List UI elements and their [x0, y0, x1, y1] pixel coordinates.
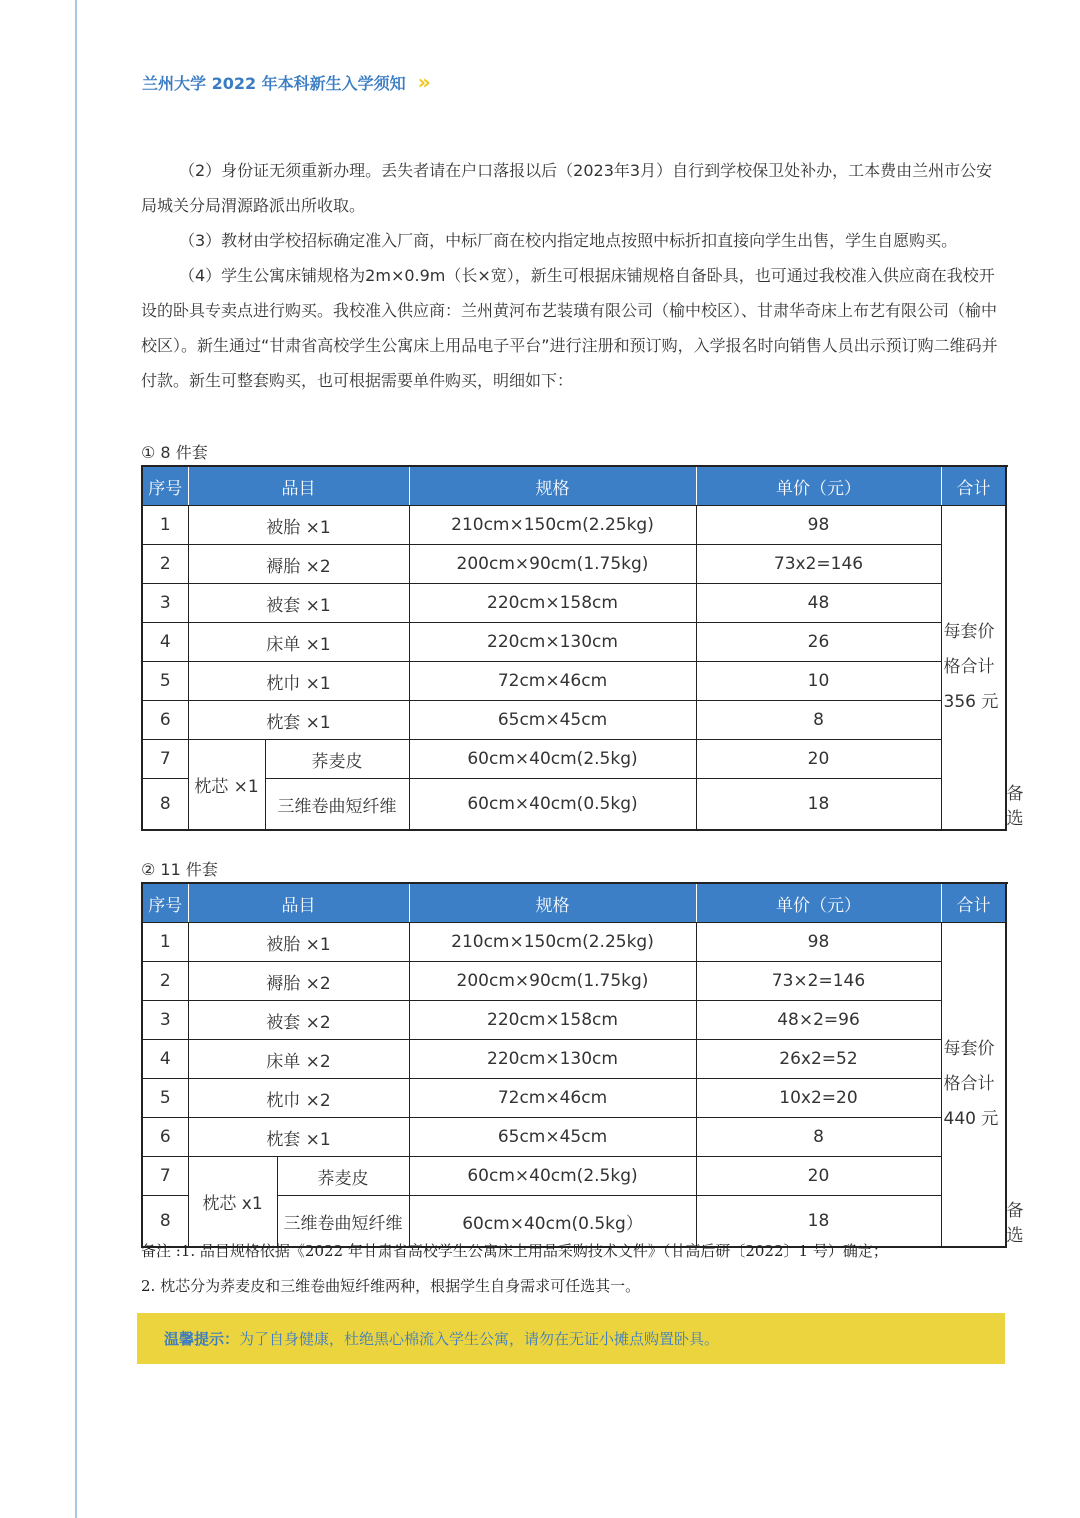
spec: 220cm×130cm — [409, 1040, 696, 1079]
item: 枕巾 ×1 — [188, 662, 409, 701]
table-row: 8 三维卷曲短纤维 60cm×40cm(0.5kg） 18 备选 — [142, 1196, 1006, 1248]
table-row — [142, 545, 1006, 584]
price: 20 — [696, 1157, 941, 1196]
price: 8 — [696, 701, 941, 740]
item: 被胎 ×1 — [188, 923, 409, 962]
row-number: 2 — [142, 545, 188, 584]
spec: 220cm×158cm — [409, 584, 696, 623]
column-header: 规格 — [409, 883, 696, 923]
row-number: 5 — [142, 662, 188, 701]
item: 被套 ×2 — [188, 1001, 409, 1040]
column-header: 合计 — [941, 466, 1006, 506]
table-caption: ② 11 件套 — [141, 860, 218, 879]
page-header — [142, 70, 425, 94]
column-header: 品目 — [188, 883, 409, 923]
price: 26x2=52 — [696, 1040, 941, 1079]
paragraph: （3）教材由学校招标确定准入厂商，中标厂商在校内指定地点按照中标折扣直接向学生出售，学生自愿购买。 — [179, 231, 958, 250]
body-text — [141, 153, 1005, 398]
item: 褥胎 ×2 — [188, 962, 409, 1001]
spec: 60cm×40cm(2.5kg) — [409, 740, 696, 779]
price: 98 — [696, 506, 941, 545]
warm-tip-banner — [137, 1313, 1005, 1364]
header-title: 兰州大学 2022 年本科新生入学须知 — [142, 73, 406, 93]
column-header: 单价（元） — [696, 466, 941, 506]
column-header: 序号 — [142, 883, 188, 923]
item: 枕套 ×1 — [188, 1118, 409, 1157]
table-row — [142, 584, 1006, 623]
price: 8 — [696, 1118, 941, 1157]
table-row — [142, 1001, 1006, 1040]
table-row — [142, 1118, 1006, 1157]
column-header: 合计 — [941, 883, 1006, 923]
margin-line — [75, 0, 77, 1518]
row-number: 1 — [142, 506, 188, 545]
row-number: 6 — [142, 701, 188, 740]
price: 48×2=96 — [696, 1001, 941, 1040]
tip-text: 为了自身健康，杜绝黑心棉流入学生公寓，请勿在无证小摊点购置卧具。 — [239, 1330, 720, 1348]
row-number: 7 — [142, 740, 188, 779]
item: 荞麦皮 — [277, 1157, 409, 1196]
table-row — [142, 962, 1006, 1001]
bedding-table-11 — [141, 882, 1024, 1248]
spec: 60cm×40cm(0.5kg) — [409, 779, 696, 831]
table-row — [142, 662, 1006, 701]
item: 三维卷曲短纤维 — [265, 779, 409, 831]
table-row — [142, 506, 1006, 545]
price: 48 — [696, 584, 941, 623]
chevron-icon: » — [417, 70, 425, 94]
header-row — [142, 883, 1006, 923]
row-number: 4 — [142, 623, 188, 662]
price: 98 — [696, 923, 941, 962]
row-number: 2 — [142, 962, 188, 1001]
set-total: 每套价格合计440 元 — [941, 923, 1006, 1248]
item: 枕巾 ×2 — [188, 1079, 409, 1118]
spec: 210cm×150cm(2.25kg) — [409, 923, 696, 962]
price: 73x2=146 — [696, 545, 941, 584]
item: 床单 ×1 — [188, 623, 409, 662]
spec: 60cm×40cm(2.5kg) — [409, 1157, 696, 1196]
row-number: 1 — [142, 923, 188, 962]
table-row — [142, 740, 1006, 779]
spec: 200cm×90cm(1.75kg) — [409, 545, 696, 584]
row-number: 6 — [142, 1118, 188, 1157]
spec: 220cm×130cm — [409, 623, 696, 662]
row-number: 3 — [142, 584, 188, 623]
item: 褥胎 ×2 — [188, 545, 409, 584]
table-row — [142, 701, 1006, 740]
note-line: 2. 枕芯分为荞麦皮和三维卷曲短纤维两种，根据学生自身需求可任选其一。 — [141, 1277, 641, 1295]
price: 26 — [696, 623, 941, 662]
row-number: 5 — [142, 1079, 188, 1118]
spec: 210cm×150cm(2.25kg) — [409, 506, 696, 545]
row-number: 7 — [142, 1157, 188, 1196]
price: 20 — [696, 740, 941, 779]
item: 枕套 ×1 — [188, 701, 409, 740]
bedding-table-8 — [141, 465, 1024, 831]
row-number: 8 — [142, 1196, 188, 1248]
item: 三维卷曲短纤维 — [277, 1196, 409, 1248]
tip-label: 温馨提示： — [164, 1330, 240, 1348]
spec: 60cm×40cm(0.5kg） — [409, 1196, 696, 1248]
spec: 72cm×46cm — [409, 1079, 696, 1118]
column-header: 规格 — [409, 466, 696, 506]
column-header: 序号 — [142, 466, 188, 506]
item: 被胎 ×1 — [188, 506, 409, 545]
pillow-core-label: 枕芯 ×1 — [188, 740, 265, 831]
table-row — [142, 623, 1006, 662]
price: 73×2=146 — [696, 962, 941, 1001]
table-row: 8 三维卷曲短纤维 60cm×40cm(0.5kg) 18 备选 — [142, 779, 1006, 831]
set-total: 每套价格合计356 元 — [941, 506, 1006, 831]
item: 荞麦皮 — [265, 740, 409, 779]
item: 被套 ×1 — [188, 584, 409, 623]
table-row — [142, 923, 1006, 962]
note-line: 备注 :1. 品目规格依据《2022 年甘肃省高校学生公寓床上用品采购技术文件》（甘高后研〔2022〕1 号）确定； — [141, 1242, 888, 1260]
price: 18 — [696, 779, 941, 831]
row-number: 3 — [142, 1001, 188, 1040]
header-row — [142, 466, 1006, 506]
row-number: 4 — [142, 1040, 188, 1079]
spec: 220cm×158cm — [409, 1001, 696, 1040]
table-row — [142, 1157, 1006, 1196]
spec: 72cm×46cm — [409, 662, 696, 701]
price: 18 — [696, 1196, 941, 1248]
price: 10 — [696, 662, 941, 701]
column-header: 品目 — [188, 466, 409, 506]
table-row — [142, 1040, 1006, 1079]
price: 10x2=20 — [696, 1079, 941, 1118]
spec: 65cm×45cm — [409, 701, 696, 740]
paragraph: （4）学生公寓床铺规格为2m×0.9m（长×宽），新生可根据床铺规格自备卧具，也可通过我校准入供应商在我校开设的卧具专卖点进行购买。我校准入供应商：兰州黄河布艺装璜有限公司（榆中校区）、甘肃华奇床上布艺有限公司（榆中校区）。新生通过“甘肃省高校学生公寓床上用品电子平台”进行注册和预订购，入学报名时向销售人员出示预订购二维码并付款。新生可整套购买，也可根据需要单件购买，明细如下： — [141, 266, 998, 390]
spec: 200cm×90cm(1.75kg) — [409, 962, 696, 1001]
column-header: 单价（元） — [696, 883, 941, 923]
row-number: 8 — [142, 779, 188, 831]
item: 床单 ×2 — [188, 1040, 409, 1079]
paragraph: （2）身份证无须重新办理。丢失者请在户口落报以后（2023年3月）自行到学校保卫处补办，工本费由兰州市公安局城关分局渭源路派出所收取。 — [141, 161, 993, 215]
table-caption: ① 8 件套 — [141, 443, 208, 462]
spec: 65cm×45cm — [409, 1118, 696, 1157]
pillow-core-label: 枕芯 x1 — [188, 1157, 277, 1248]
table-row — [142, 1079, 1006, 1118]
